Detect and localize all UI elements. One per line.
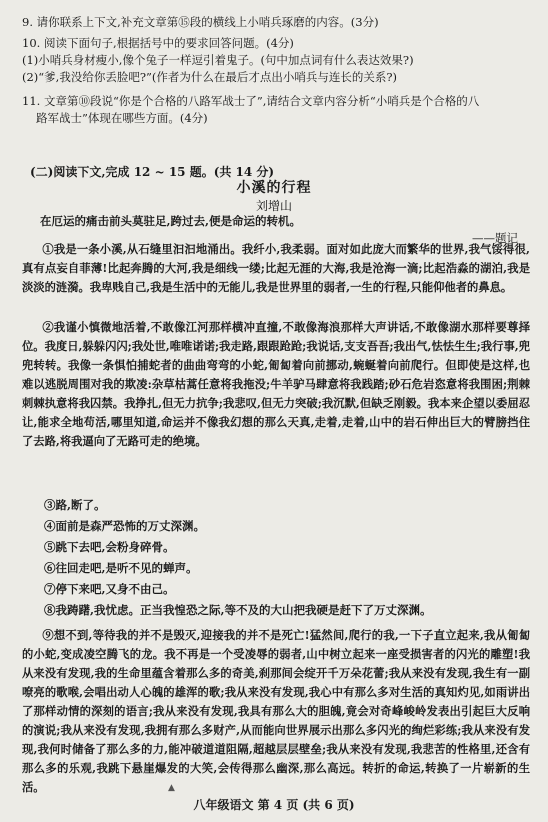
paragraph-2: ②我谨小慎微地活着,不敢像江河那样横冲直撞,不敢像海浪那样大声讲话,不敢像湖水那样要尊择位。我度日,躲躲闪闪;我处世,唯唯诺诺;我走路,跟跟跄跄;我说话,支支吾吾;我出气,怯怯生生;我行事,兜兜转转。我像一条惧怕捕蛇者的曲曲弯弯的小蛇,匍匐着向前挪动,蜿蜒着向前爬行。但即使是这样,也难以逃脱周围对我的欺凌:杂草枯蒿任意将我拖没;牛羊驴马肆意将我践踏;砂石危岩恣意将我围困;荆棘刺棘执意将我囚禁。我挣扎,但无力抗争;我悲叹,但无力突破;我沉默,但缺乏刚毅。我本来企望以委屈忍让,能求全地苟活,哪里知道,命运并不像我幻想的那么天真,走着,走着,山中的岩石伸出巨大的臂膀挡住了去路,将我逼向了无路可走的绝境。 xyxy=(22,320,530,448)
paragraph-4: ④面前是森严恐怖的万丈深渊。 xyxy=(44,519,205,533)
question-11-line-1: 11. 文章第⑩段说“你是个合格的八路军战士了”,请结合文章内容分析“小哨兵是个合格的八 xyxy=(22,94,480,108)
question-11-line-2: 路军战士”体现在哪些方面。(4分) xyxy=(36,111,208,125)
paragraph-1: ①我是一条小溪,从石缝里汩汩地涌出。我纤小,我柔弱。面对如此庞大而繁华的世界,我气馁得很,真有点妄自菲薄!比起奔腾的大河,我是细线一缕;比起无涯的大海,我是沧海一滴;比起浩淼的湖泊,我是淡淡的涟漪。我卑贱自己,我是生活中的无能儿,我是世界里的弱者,一生的行程,只能仰他者的鼻息。 xyxy=(22,242,530,294)
article-title: 小溪的行程 xyxy=(236,180,312,196)
epigraph-attribution: ——题记 xyxy=(472,231,518,245)
epigraph: 在厄运的痛击前头莫驻足,跨过去,便是命运的转机。 xyxy=(40,214,302,228)
paragraph-5: ⑤跳下去吧,会粉身碎骨。 xyxy=(44,540,175,554)
reading-section-heading: (二)阅读下文,完成 12 ~ 15 题。(共 14 分) xyxy=(30,165,275,179)
question-9: 9. 请你联系上下文,补充文章第⑮段的横线上小哨兵琢磨的内容。(3分) xyxy=(22,15,379,29)
question-10-part-1: (1)小哨兵身材瘦小,像个兔子一样逗引着鬼子。(句中加点词有什么表达效果?) xyxy=(22,53,414,67)
decorative-mark: ▲ xyxy=(168,783,175,793)
question-10-part-2: (2)“爹,我没给你丢脸吧?”(作者为什么在最后才点出小哨兵与连长的关系?) xyxy=(22,70,398,84)
paragraph-7: ⑦停下来吧,又身不由己。 xyxy=(44,582,175,596)
paragraph-3: ③路,断了。 xyxy=(44,498,106,512)
paragraph-8: ⑧我踌躇,我忧虑。正当我惶恐之际,等不及的大山把我硬是赶下了万丈深渊。 xyxy=(44,603,432,617)
page-footer: 八年级语文 第 4 页 (共 6 页) xyxy=(193,798,355,812)
question-10: 10. 阅读下面句子,根据括号中的要求回答问题。(4分) xyxy=(22,36,294,50)
article-author: 刘增山 xyxy=(255,199,292,213)
paragraph-6: ⑥往回走吧,是听不见的蝉声。 xyxy=(44,561,198,575)
paragraph-9: ⑨想不到,等待我的并不是毁灭,迎接我的并不是死亡!猛然间,爬行的我,一下子直立起来,我从匍匐的小蛇,变成凌空腾飞的龙。我不再是一个受凌辱的弱者,山中树立起来一座受损害者的闪光的雕塑!我从来没有发现,我的生命里蕴含着那么多的奇美,刹那间会绽开千万朵花蕾;我从来没有发现,我生有一副嘹亮的歌喉,会唱出动人心魄的雄浑的歌;我从来没有发现,我心中有那么多对生活的真知灼见,如雨讲出了那样动情的深刻的语言;我从来没有发现,我具有那么大的胆魄,竟会对奇峰峻岭发表出引起巨大反响的演说;我从来没有发现,我拥有那么多财产,从而能向世界展示出那么多闪光的绚烂彩练;我从来没有发现,我何时储备了那么多的力,能冲破道道阻隔,超越层层壁垒;我从来没有发现,我悲苦的性格里,还含有那么多的乐观,我跳下悬崖爆发的大笑,会传得那么幽深,那么高远。转折的命运,转换了一片崭新的生活。 xyxy=(22,628,530,794)
